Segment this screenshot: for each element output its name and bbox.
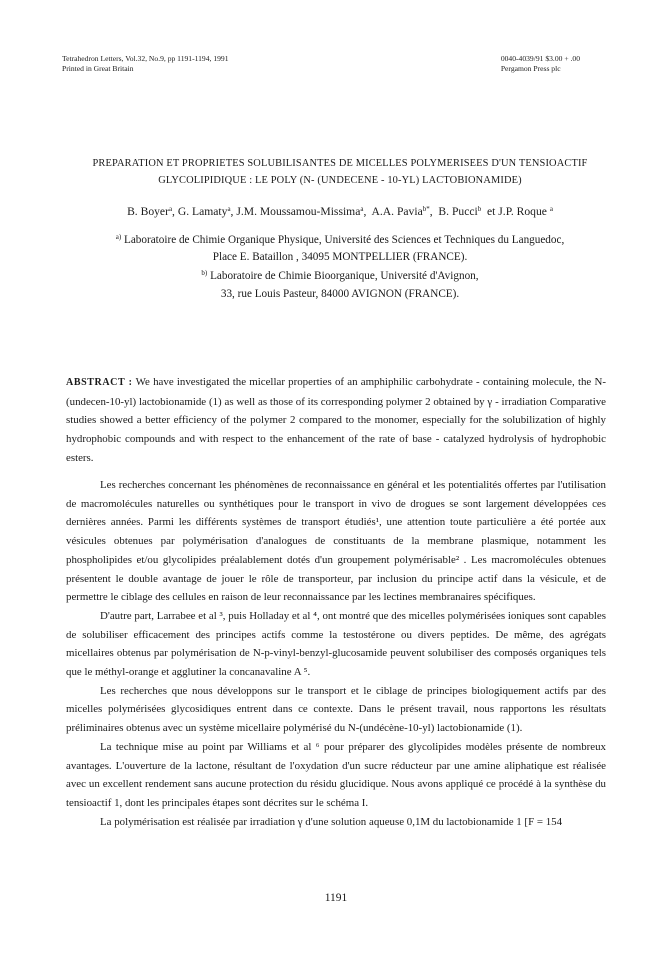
issn-price: 0040-4039/91 $3.00 + .00 [500,54,580,63]
affiliation-a-line-1: $^{a)}$ Laboratoire de Chimie Organique Physique, Université des Sciences et Techniques du Languedoc, [115,233,565,246]
paragraph-2: D'autre part, Larrabee et al ³, puis Holladay et al ⁴, ont montré que des micelles polymérisées ioniques sont capables de solubiliser efficacement des principes actifs comme la testostérone ou divers peptides. De même, des agrégats micellaires obtenus par polymérisation de N-p-vinyl-benzyl-glucosamide peuvent solubiliser des composés organiques tels que le méthyl-orange et agglutiner la concanavaline A ⁵. [66,609,606,679]
author-mark: a [360,205,364,213]
author-name: B. Pucci [438,205,478,218]
body-paragraphs [66,476,606,831]
author-name: B. Boyer [127,205,169,218]
publisher-header [501,54,580,74]
publisher: Pergamon Press plc [500,64,561,73]
affiliation-b-line-1: $^{b)}$ Laboratoire de Chimie Bioorganique, Université d'Avignon, [201,269,479,282]
author-mark: a [227,205,231,213]
paragraph-5: La polymérisation est réalisée par irradiation γ d'une solution aqueuse 0,1M du lactobionamide 1 [F = 154 [100,815,563,828]
journal-citation-header [62,54,229,74]
affiliation-a-line-2: Place E. Bataillon , 34095 MONTPELLIER (FRANCE). [212,251,468,263]
abstract [66,373,606,468]
title-line-2: GLYCOLIPIDIQUE : LE POLY (N- (UNDECENE - 10-YL) LACTOBIONAMIDE) [158,175,522,186]
print-location: Printed in Great Britain [62,64,134,73]
author-mark: a [549,205,553,213]
author-name: G. Lamaty [177,205,228,218]
author-name: J.P. Roque [498,205,547,218]
author-mark: a [168,205,173,213]
author-name: J.M. Moussamou-Missima [236,205,361,218]
author-name: A.A. Pavia [371,205,423,218]
affiliation-b-line-2: 33, rue Louis Pasteur, 84000 AVIGNON (FRANCE). [220,288,460,300]
title-line-1: PREPARATION ET PROPRIETES SOLUBILISANTES DE MICELLES POLYMERISEES D'UN TENSIOACTIF [92,158,588,169]
affiliation-mark: a) [115,233,122,241]
paragraph-1: Les recherches concernant les phénomènes de reconnaissance en général et les potentialités offertes par l'utilisation de macromolécules naturelles ou synthétiques pour le transport in vivo de drogues se sont largement développées ces dernières années. Parmi les différents systèmes de transport étudiés¹, une attention toute particulière a été portée aux vésicules obtenues par polymérisation d'analogues de constituants de la membrane plasmique, notamment les phospholipides et/ou glycolipides préalablement dotés d'un groupement polymérisable² . Les macromolécules obtenues présentent le double avantage de jouer le rôle de transporteur, par inclusion du principe actif dans la vésicule, et de permettre le ciblage des cellules en raison de leur reconnaissance par les lectines membranaires spécifiques. [66,479,606,604]
abstract-text: We have investigated the micellar properties of an amphiphilic carbohydrate - containing molecule, the N-(undecen-10-yl) lactobionamide (1) as well as those of its corresponding polymer 2 obtained by γ - irradiation Comparative studies showed a better efficiency of the polymer 2 compared to the monomer, especially for the solubilization of highly hydrophobic compounds and with respect to the enhancement of the rate of base - catalyzed hydrolysis of hydrophobic esters. [66,376,606,464]
abstract-label: ABSTRACT : [66,377,133,388]
affiliation-mark: b) [201,269,208,277]
page-number: 1191 [324,892,348,904]
journal-citation: Tetrahedron Letters, Vol.32, No.9, pp 1191-1194, 1991 [62,54,229,63]
article-title [70,155,610,189]
author-list: B. Boyer$^a$, G. Lamaty$^a$, J.M. Moussamou-Missima$^a$, A.A. Pavia$^{b*}$, B. Pucci$^b$ et J.P. Roque $^a$ [127,205,553,218]
author-mark: b* [422,205,430,213]
paragraph-4: La technique mise au point par Williams et al ⁶ pour préparer des glycolipides modèles présente de nombreux avantages. L'ouverture de la lactone, résultant de l'oxydation d'un sucre réducteur par une amine aliphatique est réalisée avec un excellent rendement sans aucune protection du résidu glucidique. Nous avons appliqué ce procédé à la synthèse du tensioactif 1, dont les principales étapes sont décrites sur le schéma I. [66,740,606,809]
paragraph-3: Les recherches que nous développons sur le transport et le ciblage de principes biologiquement actifs par des micelles polymérisées glycosidiques entrent dans ce contexte. Dans le présent travail, nous rapportons les résultats préliminaires obtenus avec un système micellaire polymérisé du N-(undécène-10-yl) lactobionamide (1). [66,684,606,735]
author-mark: b [477,205,482,213]
